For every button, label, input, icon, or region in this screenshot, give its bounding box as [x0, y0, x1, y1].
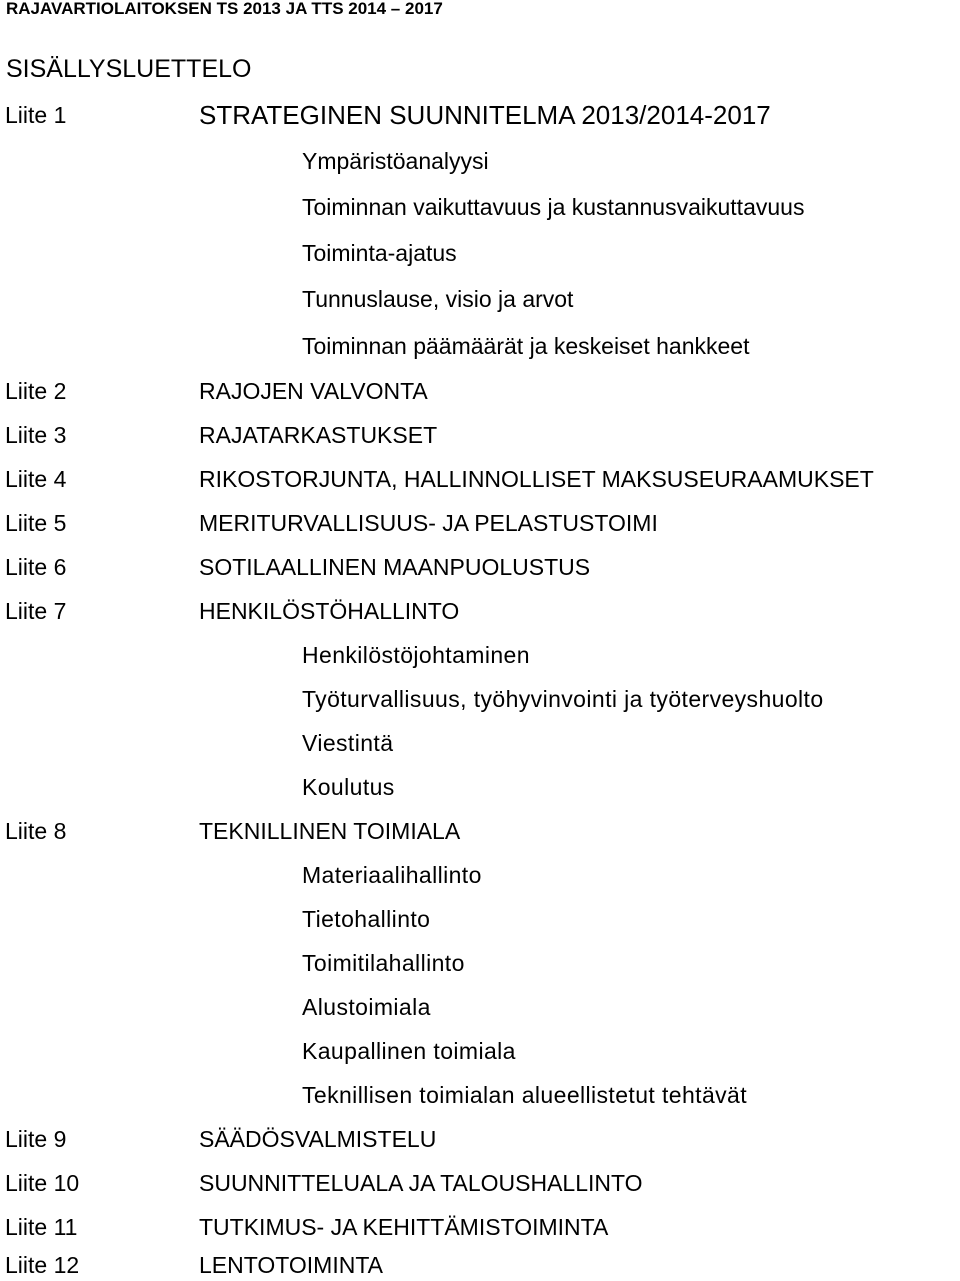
toc-entry: LENTOTOIMINTA [199, 1252, 384, 1278]
toc-subrow [0, 1079, 960, 1111]
toc-subrow [0, 947, 960, 979]
toc-row-liite-6 [0, 551, 960, 583]
appendix-number: Liite 9 [5, 1126, 67, 1152]
toc-entry: TUTKIMUS- JA KEHITTÄMISTOIMINTA [199, 1214, 609, 1240]
toc-subentry: Kaupallinen toimiala [302, 1038, 516, 1064]
toc-row-liite-1 [0, 99, 960, 131]
appendix-number: Liite 3 [5, 422, 67, 448]
toc-subrow [0, 1035, 960, 1067]
appendix-number: Liite 5 [5, 510, 67, 536]
toc-entry: RAJATARKASTUKSET [199, 422, 438, 448]
appendix-number: Liite 10 [5, 1170, 80, 1196]
toc-entry: SÄÄDÖSVALMISTELU [199, 1126, 437, 1152]
toc-entry: RAJOJEN VALVONTA [199, 378, 428, 404]
toc-subrow [0, 237, 960, 269]
toc-subentry: Työturvallisuus, työhyvinvointi ja työterveyshuolto [302, 686, 824, 712]
toc-subentry: Tunnuslause, visio ja arvot [302, 286, 574, 312]
appendix-number: Liite 7 [5, 598, 67, 624]
appendix-number: Liite 11 [5, 1214, 78, 1240]
toc-subentry: Viestintä [302, 730, 394, 756]
toc-row-liite-8 [0, 815, 960, 847]
toc-row-liite-4 [0, 463, 960, 495]
toc-row-liite-7 [0, 595, 960, 627]
toc-subrow [0, 191, 960, 223]
toc-row-liite-10 [0, 1167, 960, 1199]
toc-entry: TEKNILLINEN TOIMIALA [199, 818, 461, 844]
toc-subentry: Toiminnan päämäärät ja keskeiset hankkeet [302, 333, 750, 359]
toc-entry: SOTILAALLINEN MAANPUOLUSTUS [199, 554, 591, 580]
appendix-number: Liite 12 [5, 1252, 80, 1278]
toc-row-liite-5 [0, 507, 960, 539]
toc-subrow [0, 145, 960, 177]
toc-subrow [0, 727, 960, 759]
toc-heading: SISÄLLYSLUETTELO [6, 55, 252, 83]
appendix-number: Liite 2 [5, 378, 67, 404]
appendix-number: Liite 8 [5, 818, 67, 844]
toc-subrow [0, 859, 960, 891]
toc-entry: SUUNNITTELUALA JA TALOUSHALLINTO [199, 1170, 643, 1196]
toc-subentry: Ympäristöanalyysi [302, 148, 489, 174]
toc-subrow [0, 639, 960, 671]
toc-subrow [0, 283, 960, 315]
toc-row-liite-3 [0, 419, 960, 451]
toc-subrow [0, 330, 960, 362]
appendix-number: Liite 1 [5, 102, 67, 128]
toc-row-liite-2 [0, 375, 960, 407]
toc-row-liite-11 [0, 1211, 960, 1243]
toc-subentry: Toiminnan vaikuttavuus ja kustannusvaikuttavuus [302, 194, 805, 220]
toc-subrow [0, 991, 960, 1023]
toc-entry: RIKOSTORJUNTA, HALLINNOLLISET MAKSUSEURAAMUKSET [199, 466, 874, 492]
toc-subrow [0, 771, 960, 803]
toc-subentry: Toiminta-ajatus [302, 240, 457, 266]
appendix-number: Liite 6 [5, 554, 67, 580]
toc-subentry: Materiaalihallinto [302, 862, 482, 888]
toc-subentry: Toimitilahallinto [302, 950, 465, 976]
toc-subentry: Teknillisen toimialan alueellistetut tehtävät [302, 1082, 748, 1108]
toc-entry: HENKILÖSTÖHALLINTO [199, 598, 460, 624]
toc-row-liite-9 [0, 1123, 960, 1155]
toc-subentry: Alustoimiala [302, 994, 431, 1020]
appendix-number: Liite 4 [5, 466, 67, 492]
toc-subentry: Tietohallinto [302, 906, 431, 932]
toc-subrow [0, 683, 960, 715]
toc-entry: MERITURVALLISUUS- JA PELASTUSTOIMI [199, 510, 658, 536]
toc-row-liite-12 [0, 1249, 960, 1281]
toc-entry: STRATEGINEN SUUNNITELMA 2013/2014-2017 [199, 100, 771, 130]
toc-subentry: Henkilöstöjohtaminen [302, 642, 530, 668]
toc-subentry: Koulutus [302, 774, 395, 800]
toc-subrow [0, 903, 960, 935]
document-header: RAJAVARTIOLAITOKSEN TS 2013 JA TTS 2014 – 2017 [6, 0, 443, 18]
